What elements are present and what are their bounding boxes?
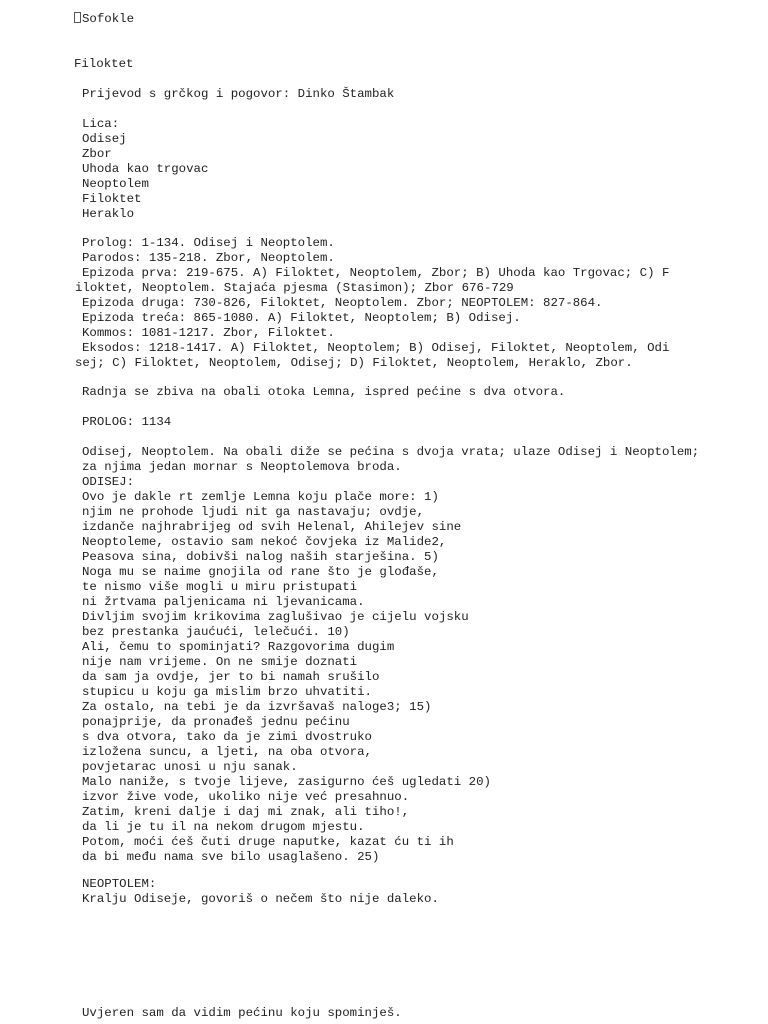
- verse-line: Kralju Odiseje, govoriš o nečem što nije daleko.: [82, 892, 439, 906]
- character-item: Heraklo: [82, 207, 135, 221]
- stage-direction-line: za njima jedan mornar s Neoptolemova broda.: [82, 460, 402, 474]
- structure-line: Kommos: 1081-1217. Zbor, Filoktet.: [82, 326, 335, 340]
- verse-line: izdanče najhrabrijeg od svih Helenal, Ahilejev sine: [82, 520, 462, 534]
- character-item: Uhoda kao trgovac: [82, 162, 209, 176]
- author-name: Sofokle: [82, 12, 135, 26]
- verse-line: Neoptoleme, ostavio sam nekoć čovjeka iz Malide2,: [82, 535, 447, 549]
- verse-line: Uvjeren sam da vidim pećinu koju spominješ.: [82, 1006, 402, 1020]
- verse-line: povjetarac unosi u nju sanak.: [82, 760, 298, 774]
- play-title: Filoktet: [74, 57, 134, 71]
- author-line: [74, 12, 134, 27]
- verse-line: da sam ja ovdje, jer to bi namah srušilo: [82, 670, 380, 684]
- prolog-heading: PROLOG: 1134: [82, 415, 172, 429]
- verse-line: Ovo je dakle rt zemlje Lemna koju plače more: 1): [82, 490, 439, 504]
- character-item: Zbor: [82, 147, 112, 161]
- speaker-neoptolem: NEOPTOLEM:: [82, 877, 157, 891]
- verse-line: Zatim, kreni dalje i daj mi znak, ali tiho!,: [82, 805, 410, 819]
- structure-line: Epizoda druga: 730-826, Filoktet, Neoptolem. Zbor; NEOPTOLEM: 827-864.: [82, 296, 603, 310]
- structure-line: Epizoda treća: 865-1080. A) Filoktet, Neoptolem; B) Odisej.: [82, 311, 521, 325]
- stage-direction-line: Odisej, Neoptolem. Na obali diže se pećina s dvoja vrata; ulaze Odisej i Neoptolem;: [82, 445, 700, 459]
- speaker-odisej: ODISEJ:: [82, 475, 135, 489]
- character-item: Odisej: [82, 132, 127, 146]
- verse-line: izvor žive vode, ukoliko nije već presahnuo.: [82, 790, 410, 804]
- verse-line: njim ne prohode ljudi nit ga nastavaju; ovdje,: [82, 505, 425, 519]
- verse-line: bez prestanka jaućući, lelečući. 10): [82, 625, 350, 639]
- character-item: Neoptolem: [82, 177, 149, 191]
- verse-line: Noga mu se naime gnojila od rane što je glođaše,: [82, 565, 439, 579]
- verse-line: da li je tu il na nekom drugom mjestu.: [82, 820, 365, 834]
- structure-line: Prolog: 1-134. Odisej i Neoptolem.: [82, 236, 335, 250]
- structure-line: sej; C) Filoktet, Neoptolem, Odisej; D) Filoktet, Neoptolem, Heraklo, Zbor.: [75, 356, 633, 370]
- verse-line: Peasova sina, dobivši nalog naših starješina. 5): [82, 550, 439, 564]
- verse-line: ni žrtvama paljenicama ni ljevanicama.: [82, 595, 365, 609]
- setting-line: Radnja se zbiva na obali otoka Lemna, ispred pećine s dva otvora.: [82, 385, 566, 399]
- verse-line: nije nam vrijeme. On ne smije doznati: [82, 655, 358, 669]
- verse-line: s dva otvora, tako da je zimi dvostruko: [82, 730, 372, 744]
- verse-line: Za ostalo, na tebi je da izvršavaš naloge3; 15): [82, 700, 432, 714]
- characters-label: Lica:: [82, 117, 120, 131]
- verse-line: te nismo više mogli u miru pristupati: [82, 580, 358, 594]
- structure-line: Epizoda prva: 219-675. A) Filoktet, Neoptolem, Zbor; B) Uhoda kao Trgovac; C) F: [82, 266, 670, 280]
- translator-credit: Prijevod s grčkog i pogovor: Dinko Štambak: [82, 87, 395, 101]
- verse-line: Ali, čemu to spominjati? Razgovorima dugim: [82, 640, 395, 654]
- structure-line: Eksodos: 1218-1417. A) Filoktet, Neoptolem; B) Odisej, Filoktet, Neoptolem, Odi: [82, 341, 670, 355]
- missing-glyph-icon: [74, 12, 81, 23]
- verse-line: izložena suncu, a ljeti, na oba otvora,: [82, 745, 372, 759]
- verse-line: Divljim svojim krikovima zaglušivao je cijelu vojsku: [82, 610, 469, 624]
- verse-line: da bi među nama sve bilo usaglašeno. 25): [82, 850, 380, 864]
- verse-line: ponajprije, da pronađeš jednu pećinu: [82, 715, 350, 729]
- verse-line: stupicu u koju ga mislim brzo uhvatiti.: [82, 685, 372, 699]
- character-item: Filoktet: [82, 192, 142, 206]
- structure-line: iloktet, Neoptolem. Stajaća pjesma (Stasimon); Zbor 676-729: [75, 281, 514, 295]
- structure-line: Parodos: 135-218. Zbor, Neoptolem.: [82, 251, 335, 265]
- verse-line: Potom, moći ćeš čuti druge naputke, kazat ću ti ih: [82, 835, 454, 849]
- verse-line: Malo naniže, s tvoje lijeve, zasigurno ćeš ugledati 20): [82, 775, 491, 789]
